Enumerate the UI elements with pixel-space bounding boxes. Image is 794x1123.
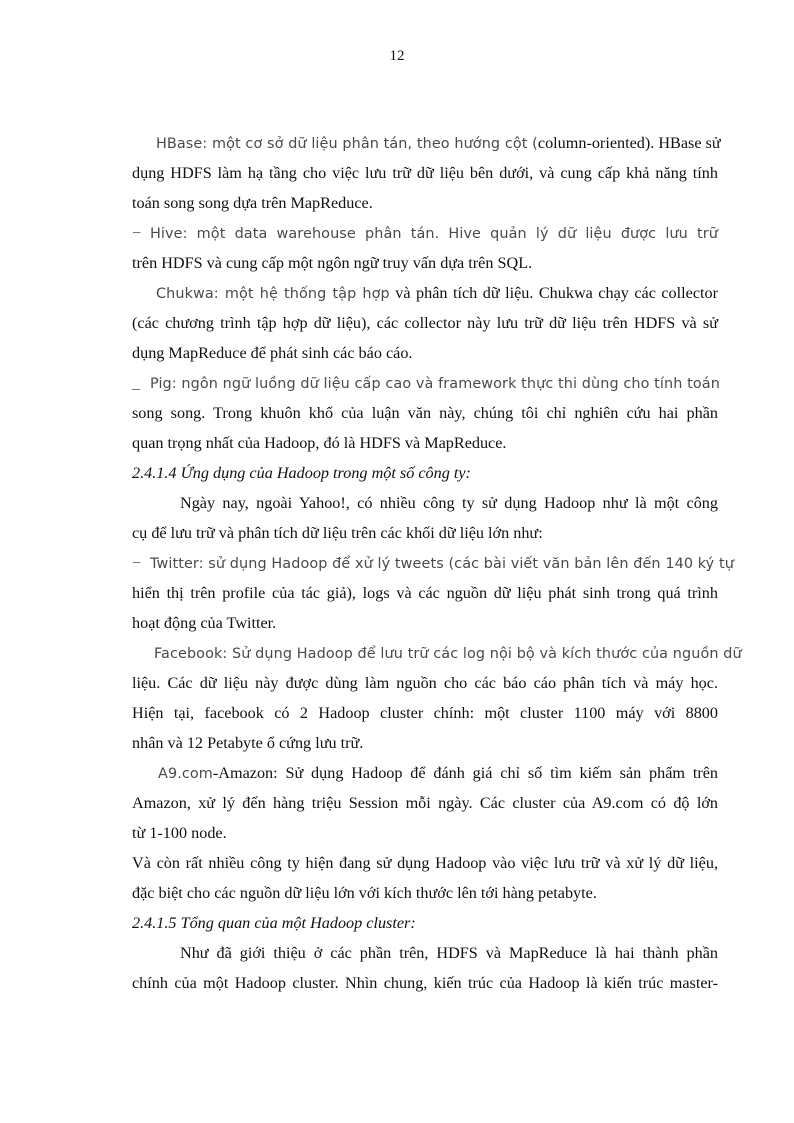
dash-icon: − <box>132 554 142 572</box>
text-line <box>132 642 742 665</box>
text-line <box>132 852 718 874</box>
text-line <box>132 882 718 904</box>
text-line-faint: Facebook: Sử dụng Hadoop để lưu trữ các log nội bộ và kích thước của nguồn dữ <box>154 646 742 662</box>
text-line-faint: A9.com <box>158 766 213 782</box>
text-line-content: chính của một Hadoop cluster. Nhìn chung, kiến trúc của Hadoop là kiến trúc master- <box>132 974 718 992</box>
text-line <box>132 342 718 364</box>
text-line <box>132 792 718 814</box>
text-line-content: và phân tích dữ liệu. Chukwa chạy các collector <box>389 284 718 302</box>
text-line <box>132 582 718 604</box>
text-line-content: đặc biệt cho các nguồn dữ liệu lớn với kích thước lên tới hàng petabyte. <box>132 884 597 902</box>
text-line-content: cụ để lưu trữ và phân tích dữ liệu trên các khối dữ liệu lớn như: <box>132 524 543 542</box>
text-line-content: Ngày nay, ngoài Yahoo!, có nhiều công ty sử dụng Hadoop như là một công <box>180 494 718 512</box>
text-line-content: nhân và 12 Petabyte ổ cứng lưu trữ. <box>132 734 364 752</box>
section-heading-text: 2.4.1.4 Ứng dụng của Hadoop trong một số công ty: <box>132 464 471 482</box>
dash-icon: − <box>132 224 142 242</box>
text-line <box>132 432 718 454</box>
text-line-content: quan trọng nhất của Hadoop, đó là HDFS và MapReduce. <box>132 434 507 452</box>
text-line <box>132 522 718 544</box>
text-line-content: Hiện tại, facebook có 2 Hadoop cluster chính: một cluster 1100 máy với 8800 <box>132 704 718 722</box>
text-line-content: Và còn rất nhiều công ty hiện đang sử dụng Hadoop vào việc lưu trữ và xử lý dữ liệu, <box>132 854 718 872</box>
text-line-content: liệu. Các dữ liệu này được dùng làm nguồn cho các báo cáo phân tích và máy học. <box>132 674 718 692</box>
text-line <box>132 672 718 694</box>
text-line <box>132 252 718 274</box>
text-line <box>132 132 721 155</box>
text-line-content: (các chương trình tập hợp dữ liệu), các collector này lưu trữ dữ liệu trên HDFS và sử <box>132 314 718 332</box>
text-line-content: dụng HDFS làm hạ tầng cho việc lưu trữ dữ liệu bên dưới, và cung cấp khả năng tính <box>132 164 718 182</box>
text-line <box>132 702 718 724</box>
text-line <box>132 372 718 395</box>
text-line-faint: Twitter: sử dụng Hadoop để xử lý tweets (các bài viết văn bản lên đến 140 ký tự <box>150 556 734 572</box>
text-line-content: toán song song dựa trên MapReduce. <box>132 194 373 212</box>
section-heading-text: 2.4.1.5 Tổng quan của một Hadoop cluster: <box>132 914 416 932</box>
text-line <box>132 402 718 424</box>
text-line <box>132 762 718 785</box>
text-line-content: hoạt động của Twitter. <box>132 614 277 632</box>
text-line-content: dụng MapReduce để phát sinh các báo cáo. <box>132 344 413 362</box>
text-line <box>132 312 718 334</box>
text-line <box>132 492 718 514</box>
text-line-content: Như đã giới thiệu ở các phần trên, HDFS và MapReduce là hai thành phần <box>180 944 718 962</box>
text-line <box>132 732 718 754</box>
text-line <box>132 972 718 994</box>
page-number: 12 <box>389 48 405 64</box>
text-line-content: song song. Trong khuôn khổ của luận văn này, chúng tôi chỉ nghiên cứu hai phần <box>132 404 718 422</box>
text-line <box>132 612 718 634</box>
text-line <box>132 822 718 844</box>
text-line-content: trên HDFS và cung cấp một ngôn ngữ truy vấn dựa trên SQL. <box>132 254 533 272</box>
text-line-content: column-oriented). HBase sử <box>537 134 721 152</box>
section-heading <box>132 912 718 934</box>
section-heading <box>132 462 718 484</box>
text-line-faint: Pig: ngôn ngữ luồng dữ liệu cấp cao và framework thực thi dùng cho tính toán <box>150 376 720 392</box>
text-line-content: -Amazon: Sử dụng Hadoop để đánh giá chỉ số tìm kiếm sản phẩm trên <box>212 764 718 782</box>
text-line-content: Amazon, xử lý đến hàng triệu Session mỗi ngày. Các cluster của A9.com có độ lớn <box>132 794 718 812</box>
text-line <box>132 162 718 184</box>
text-line-faint: HBase: một cơ sở dữ liệu phân tán, theo hướng cột ( <box>156 136 538 152</box>
text-line <box>132 222 718 245</box>
text-line <box>132 282 718 305</box>
bullet-icon: _ <box>132 374 141 392</box>
text-line-faint: Chukwa: một hệ thống tập hợp <box>156 286 390 302</box>
text-line <box>132 552 734 575</box>
text-line-faint: Hive: một data warehouse phân tán. Hive quản lý dữ liệu được lưu trữ <box>150 226 718 242</box>
text-line <box>132 192 718 214</box>
text-line-content: từ 1-100 node. <box>132 824 227 842</box>
text-line-content: hiển thị trên profile của tác giả), logs và các nguồn dữ liệu phát sinh trong quá trình <box>132 584 718 602</box>
text-line <box>132 942 718 964</box>
